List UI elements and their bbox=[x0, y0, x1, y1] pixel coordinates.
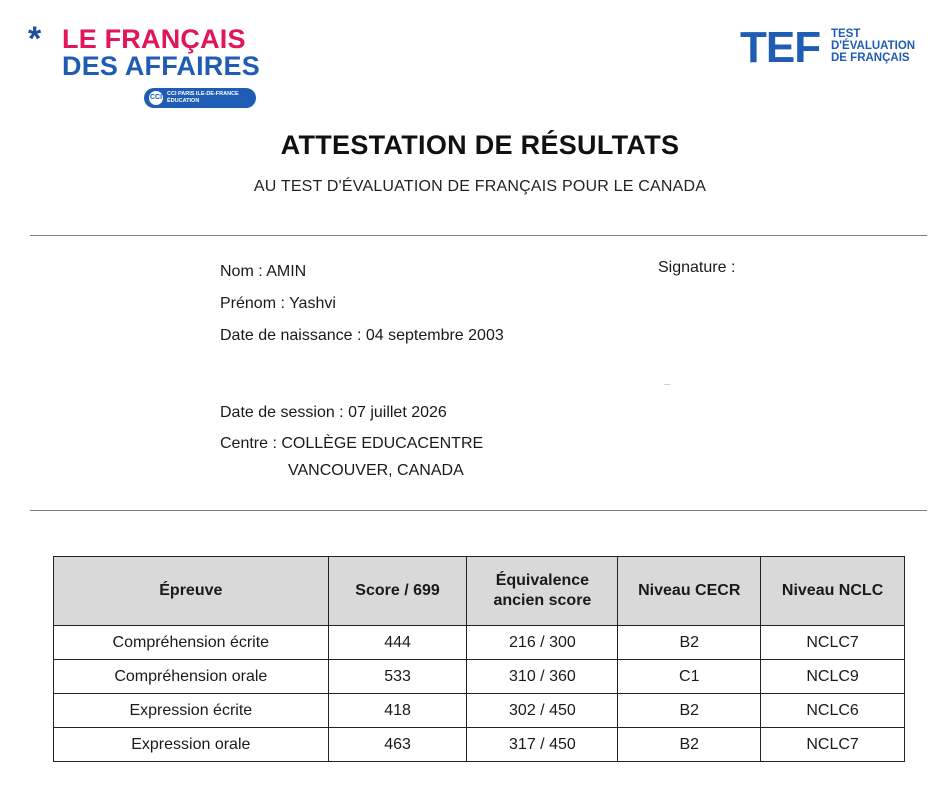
table-row bbox=[54, 660, 905, 694]
header-equivalence bbox=[467, 557, 618, 626]
tef-sub-line1: TEST bbox=[831, 28, 861, 40]
candidate-nom: Nom : AMIN bbox=[220, 263, 307, 280]
tef-sub-line3: DE FRANÇAIS bbox=[831, 52, 910, 64]
cell-score: 418 bbox=[328, 694, 467, 728]
cell-cecr: B2 bbox=[618, 728, 761, 762]
document-title: ATTESTATION DE RÉSULTATS bbox=[280, 130, 680, 160]
divider-top bbox=[30, 235, 927, 236]
cci-badge-text: CCI PARIS ILE-DE-FRANCE ÉDUCATION bbox=[167, 91, 239, 104]
cell-epreuve: Expression orale bbox=[54, 728, 329, 762]
table-header-row bbox=[54, 557, 905, 626]
lfa-logo-line2: DES AFFAIRES bbox=[62, 51, 260, 81]
cell-cecr: B2 bbox=[618, 626, 761, 660]
lfa-logo-line1: LE FRANÇAIS bbox=[62, 24, 246, 54]
header-score: Score / 699 bbox=[328, 557, 467, 626]
cell-nclc: NCLC9 bbox=[761, 660, 905, 694]
cell-cecr: C1 bbox=[618, 660, 761, 694]
cell-score: 444 bbox=[328, 626, 467, 660]
cell-equivalence: 216 / 300 bbox=[467, 626, 618, 660]
divider-bottom bbox=[30, 510, 927, 511]
results-table bbox=[53, 556, 905, 762]
header-nclc: Niveau NCLC bbox=[761, 557, 905, 626]
cci-badge bbox=[144, 88, 256, 108]
signature-mark bbox=[664, 384, 670, 385]
cell-epreuve: Compréhension écrite bbox=[54, 626, 329, 660]
session-centre-city: VANCOUVER, CANADA bbox=[288, 462, 464, 479]
table-row bbox=[54, 694, 905, 728]
cci-icon: CCI bbox=[149, 91, 163, 105]
tef-logo-mark: TEF bbox=[740, 23, 821, 72]
candidate-birthdate: Date de naissance : 04 septembre 2003 bbox=[220, 327, 504, 344]
session-date: Date de session : 07 juillet 2026 bbox=[220, 404, 447, 421]
cell-equivalence: 317 / 450 bbox=[467, 728, 618, 762]
cell-nclc: NCLC7 bbox=[761, 626, 905, 660]
cell-epreuve: Compréhension orale bbox=[54, 660, 329, 694]
cell-equivalence: 302 / 450 bbox=[467, 694, 618, 728]
cell-epreuve: Expression écrite bbox=[54, 694, 329, 728]
tef-logo-subtitle bbox=[831, 28, 915, 64]
table-row bbox=[54, 626, 905, 660]
cell-nclc: NCLC7 bbox=[761, 728, 905, 762]
header-epreuve: Épreuve bbox=[54, 557, 329, 626]
cell-cecr: B2 bbox=[618, 694, 761, 728]
lfa-logo bbox=[28, 22, 268, 112]
session-centre: Centre : COLLÈGE EDUCACENTRE bbox=[220, 435, 484, 452]
table-row bbox=[54, 728, 905, 762]
candidate-prenom: Prénom : Yashvi bbox=[220, 295, 336, 312]
cell-equivalence: 310 / 360 bbox=[467, 660, 618, 694]
cell-score: 533 bbox=[328, 660, 467, 694]
asterisk-icon: * bbox=[28, 20, 42, 58]
tef-logo bbox=[740, 23, 930, 72]
document-subtitle: AU TEST D'ÉVALUATION DE FRANÇAIS POUR LE CANADA bbox=[253, 178, 707, 195]
tef-sub-line2: D'ÉVALUATION bbox=[831, 40, 916, 52]
signature-label: Signature : bbox=[658, 259, 736, 276]
header-cecr: Niveau CECR bbox=[618, 557, 761, 626]
header-equivalence-line2: ancien score bbox=[493, 592, 592, 609]
cell-nclc: NCLC6 bbox=[761, 694, 905, 728]
header-equivalence-line1: Équivalence bbox=[495, 572, 590, 589]
cell-score: 463 bbox=[328, 728, 467, 762]
